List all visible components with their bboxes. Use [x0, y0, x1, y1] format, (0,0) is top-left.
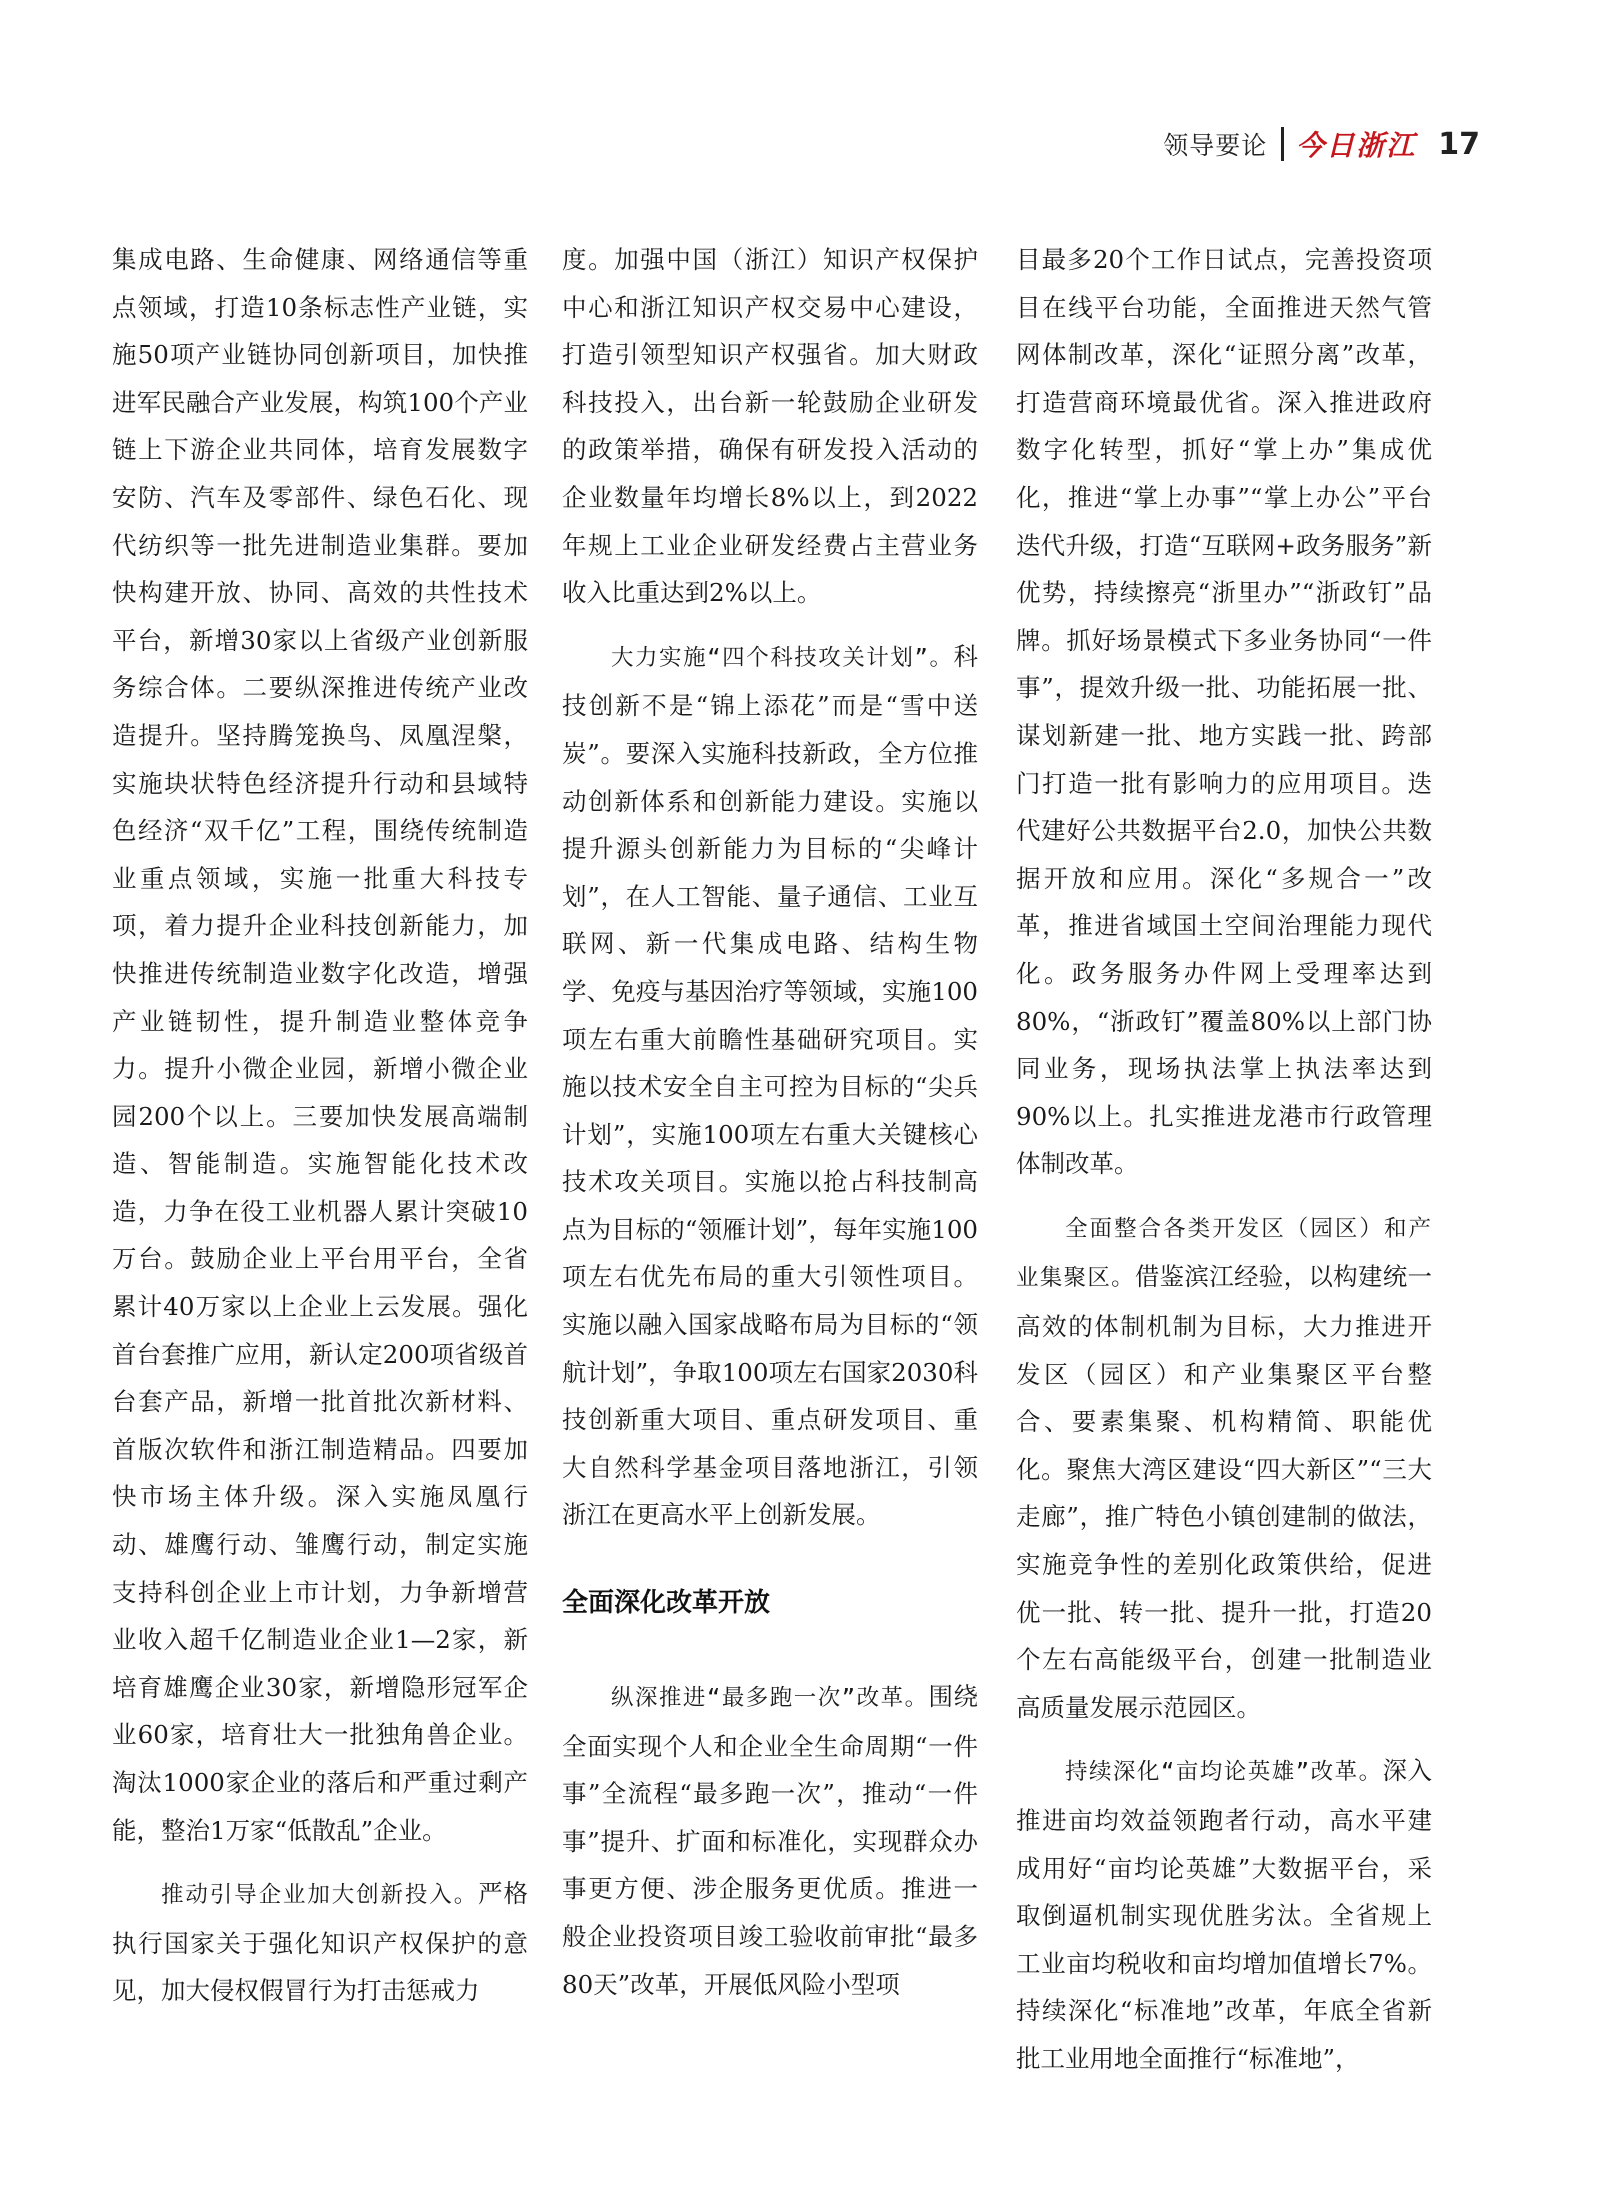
paragraph-body: 围绕全面实现个人和企业全生命周期“一件事”全流程“最多跑一次”，推动“一件事”提升、扩面和标准化，实现群众办事更方便、涉企服务更优质。推进一般企业投资项目竣工验收前审批“最多80天”改革，开展低风险小型项: [562, 1682, 979, 1999]
section-heading: 全面深化改革开放: [562, 1588, 771, 1619]
paragraph-body: 借鉴滨江经验，以构建统一高效的体制机制为目标，大力推进开发区（园区）和产业集聚区平台整合、要素集聚、机构精简、职能优化。聚焦大湾区建设“四大新区”“三大走廊”，推广特色小镇创建制的做法，实施竞争性的差别化政策供给，促进优一批、转一批、提升一批，打造20个左右高能级平台，创建一批制造业高质量发展示范园区。: [1016, 1262, 1432, 1722]
paragraph-body: 深入推进亩均效益领跑者行动，高水平建成用好“亩均论英雄”大数据平台，采取倒逼机制实现优胜劣汰。全省规上工业亩均税收和亩均增加值增长7%。持续深化“标准地”改革，年底全省新批工业用地全面推行“标准地”，: [1016, 1756, 1433, 2073]
section-title: 领导要论: [1163, 131, 1268, 160]
paragraph-lead: 纵深推进“最多跑一次”改革。: [611, 1685, 929, 1712]
paragraph: 目最多20个工作日试点，完善投资项目在线平台功能，全面推进天然气管网体制改革，深化“证照分离”改革，打造营商环境最优省。深入推进政府数字化转型，抓好“掌上办”集成优化，推进“掌上办事”“掌上办公”平台迭代升级，打造“互联网+政务服务”新优势，持续擦亮“浙里办”“浙政钉”品牌。抓好场景模式下多业务协同“一件事”，提效升级一批、功能拓展一批、谋划新建一批、地方实践一批、跨部门打造一批有影响力的应用项目。迭代建好公共数据平台2.0，加快公共数据开放和应用。深化“多规合一”改革，推进省域国土空间治理能力现代化。政务服务办件网上受理率达到80%，“浙政钉”覆盖80%以上部门协同业务，现场执法掌上执法率达到90%以上。扎实推进龙港市行政管理体制改革。: [1016, 245, 1432, 1179]
paragraph: 度。加强中国（浙江）知识产权保护中心和浙江知识产权交易中心建设，打造引领型知识产权强省。加大财政科技投入，出台新一轮鼓励企业研发的政策举措，确保有研发投入活动的企业数量年均增长8%以上，到2022年规上工业企业研发经费占主营业务收入比重达到2%以上。: [562, 245, 978, 608]
paragraph: [562, 1673, 978, 2008]
paragraph: [1016, 1204, 1432, 1732]
header-divider: [1281, 127, 1284, 161]
page-header: [1163, 124, 1480, 164]
paragraph: 集成电路、生命健康、网络通信等重点领域，打造10条标志性产业链，实施50项产业链协同创新项目，加快推进军民融合产业发展，构筑100个产业链上下游企业共同体，培育发展数字安防、汽车及零部件、绿色石化、现代纺织等一批先进制造业集群。要加快构建开放、协同、高效的共性技术平台，新增30家以上省级产业创新服务综合体。二要纵深推进传统产业改造提升。坚持腾笼换鸟、凤凰涅槃，实施块状特色经济提升行动和县域特色经济“双千亿”工程，围绕传统制造业重点领域，实施一批重大科技专项，着力提升企业科技创新能力，加快推进传统制造业数字化改造，增强产业链韧性，提升制造业整体竞争力。提升小微企业园，新增小微企业园200个以上。三要加快发展高端制造、智能制造。实施智能化技术改造，力争在役工业机器人累计突破10万台。鼓励企业上平台用平台，全省累计40万家以上企业上云发展。强化首台套推广应用，新认定200项省级首台套产品，新增一批首批次新材料、首版次软件和浙江制造精品。四要加快市场主体升级。深入实施凤凰行动、雄鹰行动、雏鹰行动，制定实施支持科创企业上市计划，力争新增营业收入超千亿制造业企业1—2家，新培育雄鹰企业30家，新增隐形冠军企业60家，培育壮大一批独角兽企业。淘汰1000家企业的落后和严重过剩产能，整治1万家“低散乱”企业。: [112, 245, 528, 1845]
paragraph-lead: 持续深化“亩均论英雄”改革。: [1065, 1759, 1383, 1786]
column-2: [562, 236, 978, 2008]
paragraph-lead: 推动引导企业加大创新投入。: [161, 1882, 479, 1909]
paragraph: [1016, 1747, 1432, 2082]
page-number: 17: [1438, 126, 1480, 162]
paragraph-lead: 大力实施“四个科技攻关计划”。: [611, 644, 954, 671]
magazine-logo: 今日浙江: [1296, 129, 1417, 162]
paragraph: [562, 633, 978, 1539]
paragraph-body: 严格执行国家关于强化知识产权保护的意见，加大侵权假冒行为打击惩戒力: [112, 1879, 528, 2006]
column-1: [112, 236, 528, 2015]
paragraph-lead: 全面整合各类开发区（园区）和产业集聚区。: [1016, 1215, 1432, 1292]
paragraph-body: 科技创新不是“锦上添花”而是“雪中送炭”。要深入实施科技新政，全方位推动创新体系和创新能力建设。实施以提升源头创新能力为目标的“尖峰计划”，在人工智能、量子通信、工业互联网、新一代集成电路、结构生物学、免疫与基因治疗等领域，实施100项左右重大前瞻性基础研究项目。实施以技术安全自主可控为目标的“尖兵计划”，实施100项左右重大关键核心技术攻关项目。实施以抢占科技制高点为目标的“领雁计划”，每年实施100项左右优先布局的重大引领性项目。实施以融入国家战略布局为目标的“领航计划”，争取100项左右国家2030科技创新重大项目、重点研发项目、重大自然科学基金项目落地浙江，引领浙江在更高水平上创新发展。: [562, 641, 978, 1530]
column-3: [1016, 236, 1432, 2083]
paragraph: [112, 1870, 528, 2015]
